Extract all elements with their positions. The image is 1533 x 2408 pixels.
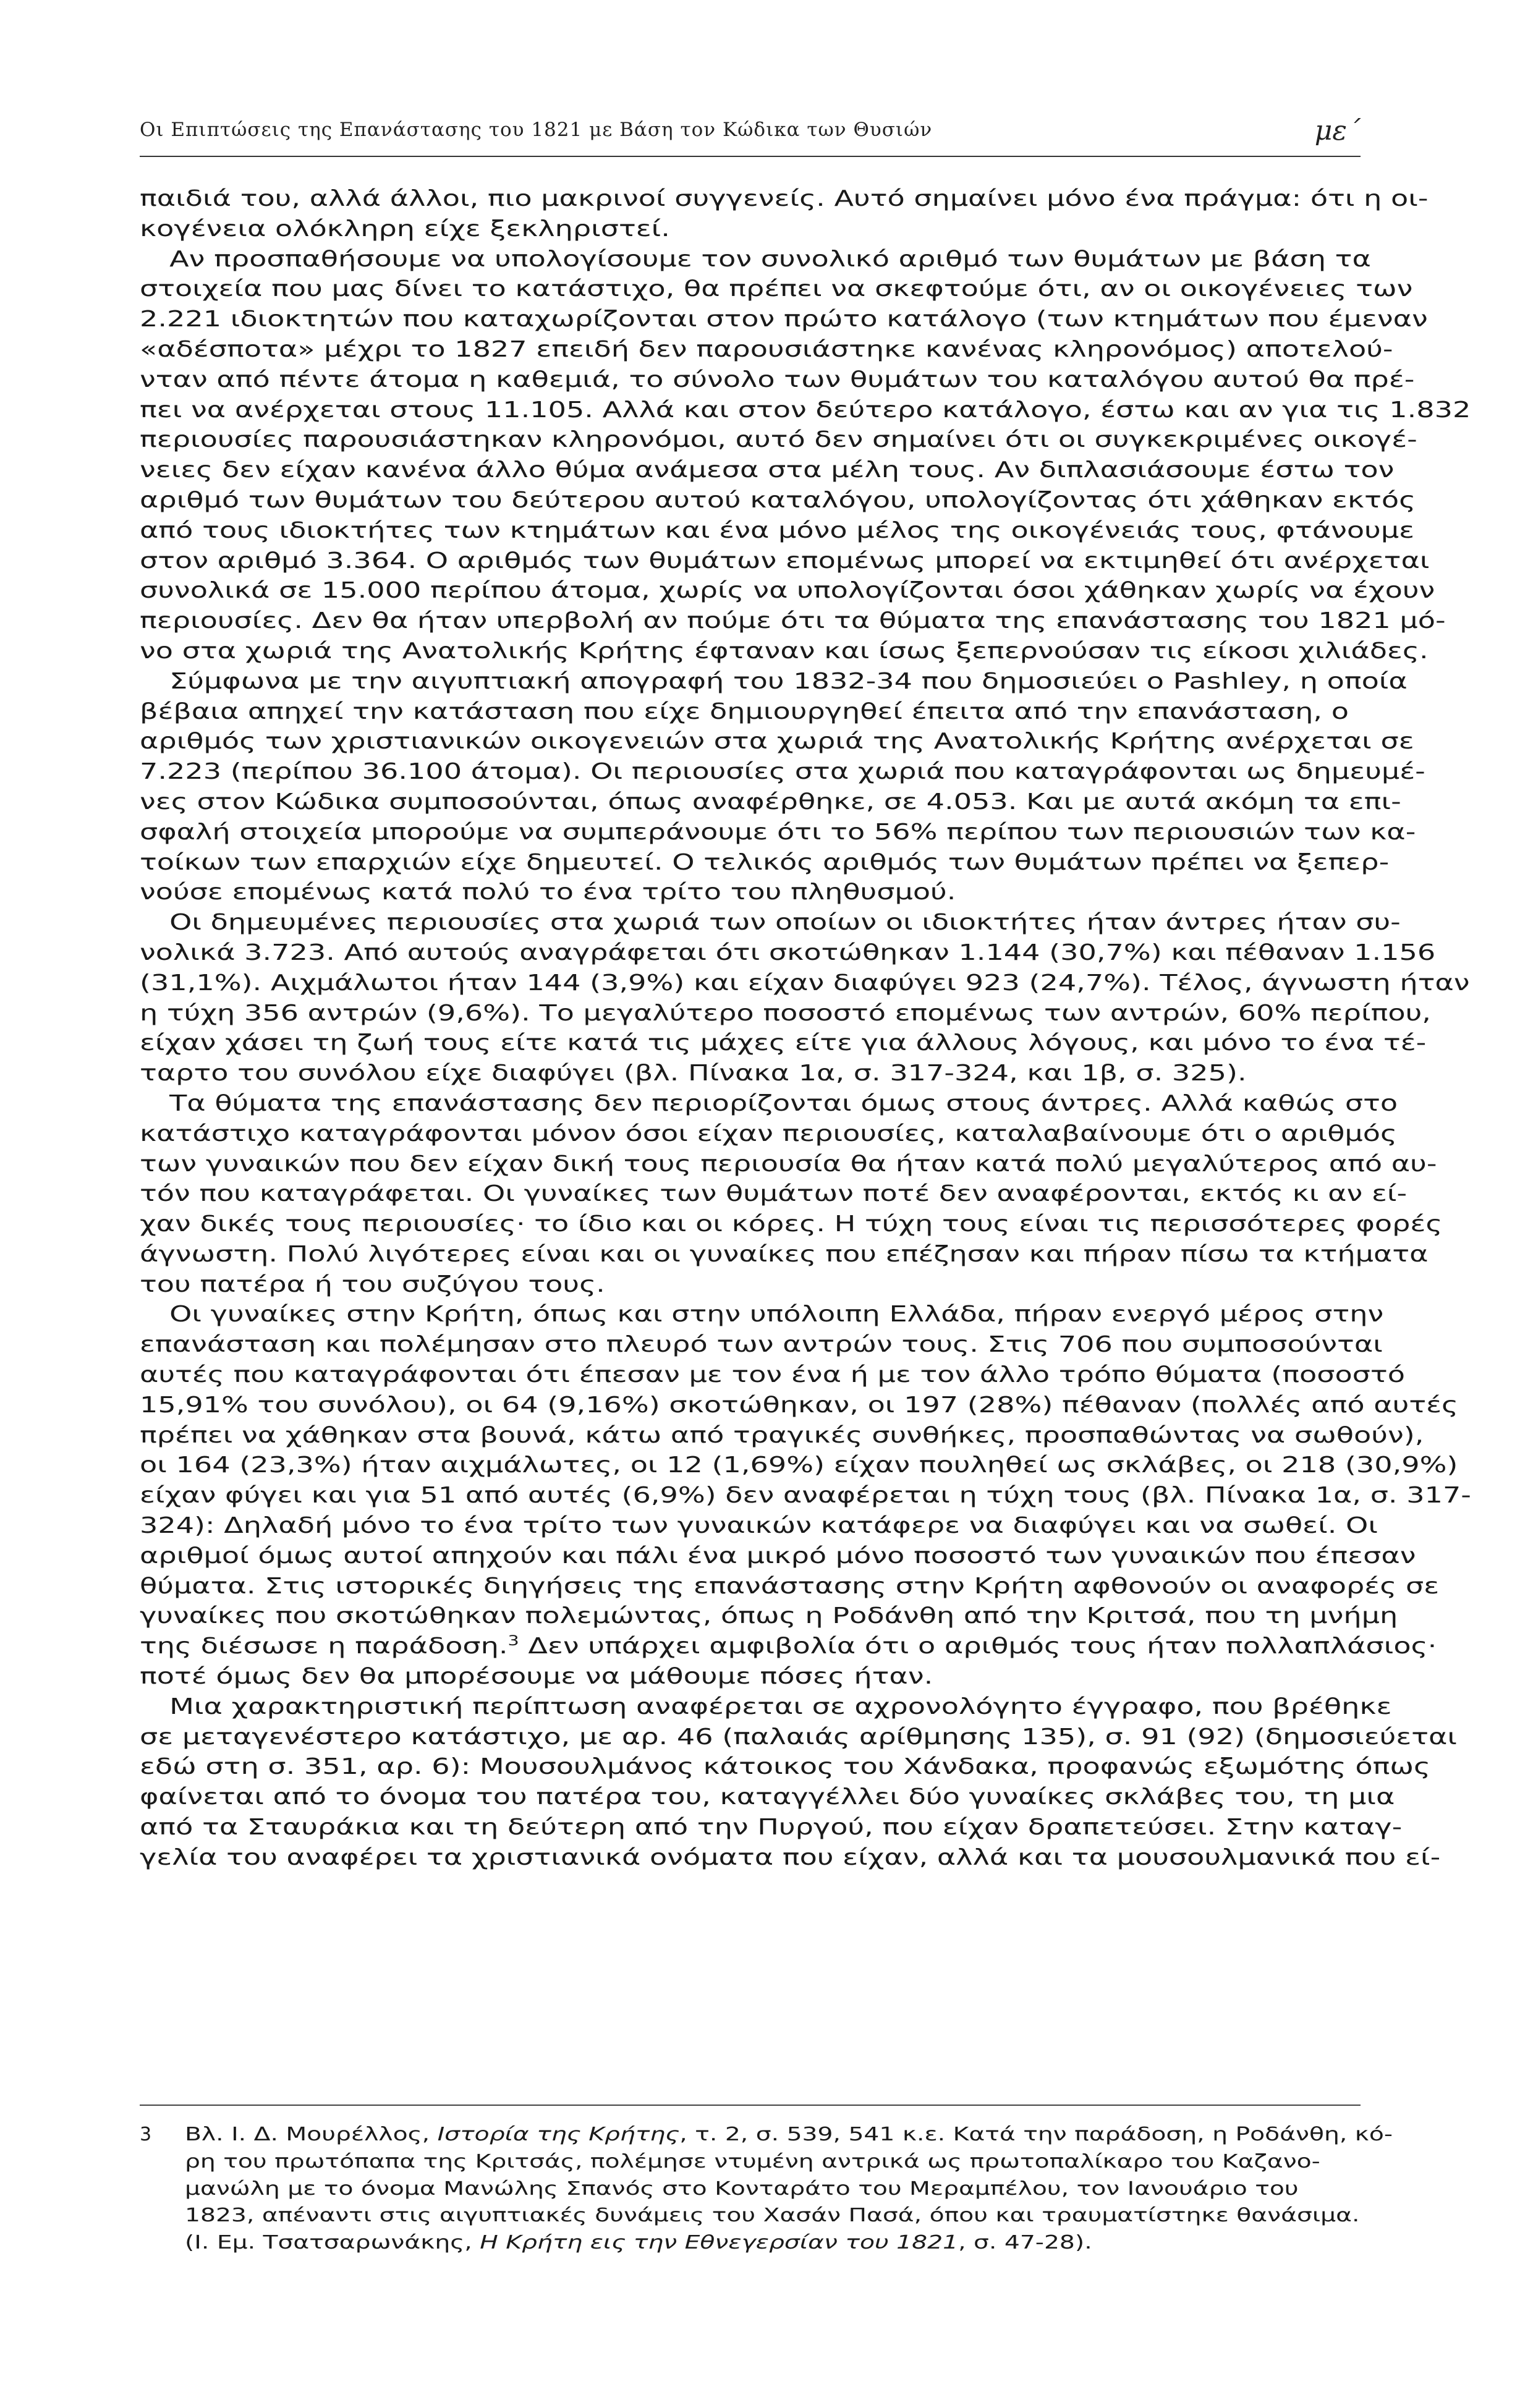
text-line-content: γυναίκες που σκοτώθηκαν πολεμώντας, όπως η Ροδάνθη από την Κριτσά, που τη μνήμη	[140, 1603, 1398, 1629]
text-line-content: αριθμό των θυμάτων του δεύτερου αυτού καταλόγου, υπολογίζοντας ότι χάθηκαν εκτός	[140, 487, 1416, 513]
text-line-continuation: Δεν υπάρχει αμφιβολία ότι ο αριθμός τους ήταν πολλαπλάσιος·	[519, 1634, 1437, 1660]
text-line-content: νειες δεν είχαν κανένα άλλο θύμα ανάμεσα στα μέλη τους. Αν διπλασιάσουμε έστω τον	[140, 457, 1395, 483]
text-line-content: συνολικά σε 15.000 περίπου άτομα, χωρίς να υπολογίζονται όσοι χάθηκαν χωρίς να έχουν	[140, 578, 1435, 604]
text-line-content: αυτές που καταγράφονται ότι έπεσαν με τον ένα ή με τον άλλο τρόπο θύματα (ποσοστό	[140, 1362, 1405, 1388]
text-line-content: νταν από πέντε άτομα η καθεμιά, το σύνολο των θυμάτων του καταλόγου αυτού θα πρέ-	[140, 367, 1415, 392]
text-line	[140, 727, 1414, 757]
text-line	[140, 1330, 1383, 1360]
text-line-content: 324): Δηλαδή μόνο το ένα τρίτο των γυναικών κατάφερε να διαφύγει και να σωθεί. Οι	[140, 1513, 1378, 1539]
text-line	[140, 305, 1428, 335]
text-line-content: σφαλή στοιχεία μπορούμε να συμπεράνουμε ότι το 56% περίπου των περιουσιών των κα-	[140, 819, 1416, 845]
text-line	[140, 1783, 1395, 1813]
text-line-content: είχαν χάσει τη ζωή τους είτε κατά τις μάχες είτε για άλλους λόγους, και μόνο το ένα τέ-	[140, 1030, 1427, 1056]
text-line	[140, 1752, 1431, 1783]
text-line-content: Τα θύματα της επανάστασης δεν περιορίζονται όμως στους άντρες. Αλλά καθώς στο	[169, 1090, 1398, 1116]
text-line-content: «αδέσποτα» μέχρι το 1827 επειδή δεν παρουσιάστηκε κανένας κληρονόμος) αποτελού-	[140, 336, 1393, 362]
text-line	[140, 1270, 1361, 1300]
text-line	[140, 1391, 1459, 1421]
text-line	[140, 969, 1470, 999]
text-line	[140, 425, 1417, 456]
text-line	[140, 546, 1430, 577]
footnote-body	[185, 2121, 1393, 2257]
footnote-line	[185, 2202, 1360, 2229]
text-line-content: νο στα χωριά της Ανατολικής Κρήτης έφταναν και ίσως ξεπερνούσαν τις είκοσι χιλιάδες.	[140, 638, 1429, 664]
text-line-content: σε μεταγενέστερο κατάστιχο, με αρ. 46 (παλαιάς αρίθμησης 135), σ. 91 (92) (δημοσιεύεται	[140, 1724, 1458, 1750]
text-line	[140, 1843, 1441, 1873]
text-line	[140, 1089, 1398, 1119]
text-line-content: πει να ανέρχεται στους 11.105. Αλλά και στον δεύτερο κατάλογο, έστω και αν για τις 1.832	[140, 397, 1471, 423]
text-line	[140, 787, 1401, 818]
text-line-content: νούσε επομένως κατά πολύ το ένα τρίτο του πληθυσμού.	[140, 880, 956, 905]
footnote-marker: 3	[140, 2124, 152, 2145]
text-line	[140, 1421, 1424, 1451]
text-line-content: περιουσίες. Δεν θα ήταν υπερβολή αν πούμε ότι τα θύματα της επανάστασης του 1821 μό-	[140, 608, 1446, 634]
footnote-text: μανώλη με το όνομα Μανώλης Σπανός στο Κονταράτο του Μεραμπέλου, τον Ιανουάριο του	[185, 2177, 1299, 2200]
text-line-content: είχαν φύγει και για 51 από αυτές (6,9%) δεν αναφέρεται η τύχη τους (βλ. Πίνακα 1α, σ. 317-	[140, 1483, 1471, 1509]
text-line	[140, 396, 1471, 426]
text-line-content: η τύχη 356 αντρών (9,6%). Το μεγαλύτερο ποσοστό επομένως των αντρών, 60% περίπου,	[140, 1000, 1431, 1026]
footnote-text: , τ. 2, σ. 539, 541 κ.ε. Κατά την παράδοση, η Ροδάνθη, κό-	[679, 2124, 1393, 2145]
text-line-content: εδώ στη σ. 351, αρ. 6): Μουσουλμάνος κάτοικος του Χάνδακα, προφανώς εξωμότης όπως	[140, 1754, 1431, 1780]
text-line	[140, 938, 1436, 969]
text-line	[140, 1813, 1403, 1843]
text-line-content: Σύμφωνα με την αιγυπτιακή απογραφή του 1832-34 που δημοσιεύει ο Pashley, η οποία	[169, 668, 1408, 694]
text-line	[140, 1028, 1427, 1059]
text-line-content: νες στον Κώδικα συμποσούνται, όπως αναφέρθηκε, σε 4.053. Και με αυτά ακόμη τα επι-	[140, 789, 1401, 815]
text-line-content: του πατέρα ή του συζύγου τους.	[140, 1271, 605, 1297]
footnote-text: Βλ. Ι. Δ. Μουρέλλος,	[185, 2124, 438, 2145]
text-line	[140, 848, 1390, 878]
text-line-content: τόν που καταγράφεται. Οι γυναίκες των θυμάτων ποτέ δεν αναφέρονται, εκτός κι αν εί-	[140, 1181, 1408, 1207]
footnote-book-title: Ιστορία της Κρήτης	[437, 2124, 680, 2145]
text-line	[140, 1150, 1437, 1180]
text-line	[140, 1179, 1408, 1210]
footnote-line	[185, 2148, 1330, 2176]
text-line-content: 7.223 (περίπου 36.100 άτομα). Οι περιουσίες στα χωριά που καταγράφονται ως δημευμέ-	[140, 759, 1425, 785]
text-line-content: κογένεια ολόκληρη είχε ξεκληριστεί.	[140, 216, 670, 242]
text-line	[140, 245, 1371, 275]
text-line-content: κατάστιχο καταγράφονται μόνον όσοι είχαν περιουσίες, καταλαβαίνουμε ότι ο αριθμός	[140, 1121, 1398, 1147]
text-line	[140, 516, 1415, 546]
text-line-content: στοιχεία που μας δίνει το κατάστιχο, θα πρέπει να σκεφτούμε ότι, αν οι οικογένειες των	[140, 276, 1413, 302]
text-line	[140, 365, 1415, 396]
text-line	[140, 1662, 1361, 1692]
page-number: με΄	[1314, 115, 1361, 146]
text-line	[140, 1601, 1398, 1632]
text-line	[140, 1632, 1437, 1662]
text-line	[140, 1300, 1384, 1330]
text-line	[140, 1481, 1471, 1511]
text-line	[140, 1572, 1440, 1602]
text-line	[140, 999, 1431, 1029]
text-line	[140, 1240, 1429, 1270]
text-line-content: αριθμοί όμως αυτοί απηχούν και πάλι ένα μικρό μόνο ποσοστό των γυναικών που έπεσαν	[140, 1543, 1416, 1569]
text-line	[140, 1059, 1361, 1089]
text-line	[140, 757, 1425, 787]
footnote-line	[185, 2176, 1330, 2203]
text-line-content: Αν προσπαθήσουμε να υπολογίσουμε τον συνολικό αριθμό των θυμάτων με βάση τα	[169, 246, 1371, 272]
text-line	[140, 1360, 1405, 1391]
text-line-content: από τους ιδιοκτήτες των κτημάτων και ένα μόνο μέλος της οικογένειάς τους, φτάνουμε	[140, 517, 1415, 543]
text-line	[140, 818, 1416, 848]
header-rule	[140, 156, 1361, 157]
text-line	[140, 576, 1435, 606]
text-line-content: Οι γυναίκες στην Κρήτη, όπως και στην υπόλοιπη Ελλάδα, πήραν ενεργό μέρος στην	[169, 1302, 1384, 1328]
text-line	[140, 1451, 1458, 1481]
text-line	[140, 1511, 1378, 1541]
text-line-content: περιουσίες παρουσιάστηκαν κληρονόμοι, αυτό δεν σημαίνει ότι οι συγκεκριμένες οικογέ-	[140, 427, 1417, 453]
text-line	[140, 1541, 1416, 1572]
text-line-content: οι 164 (23,3%) ήταν αιχμάλωτες, οι 12 (1,69%) είχαν πουληθεί ως σκλάβες, οι 218 (30,9%)	[140, 1452, 1458, 1478]
text-line	[140, 697, 1361, 727]
text-line-content: επανάσταση και πολέμησαν στο πλευρό των αντρών τους. Στις 706 που συμποσούνται	[140, 1332, 1383, 1358]
running-title: Οι Επιπτώσεις της Επανάστασης του 1821 με Βάση τον Κώδικα των Θυσιών	[140, 119, 933, 141]
text-line-content: νολικά 3.723. Από αυτούς αναγράφεται ότι σκοτώθηκαν 1.144 (30,7%) και πέθαναν 1.156	[140, 939, 1436, 965]
footnote-text: 1823, απέναντι στις αιγυπτιακές δυνάμεις του Χασάν Πασά, όπου και τραυματίστηκε θανάσιμα.	[185, 2205, 1360, 2227]
text-line	[140, 606, 1446, 637]
text-line	[140, 1210, 1443, 1240]
text-line-content: θύματα. Στις ιστορικές διηγήσεις της επανάστασης στην Κρήτη αφθονούν οι αναφορές σε	[140, 1573, 1440, 1599]
text-line	[140, 1723, 1458, 1753]
text-line-content: στον αριθμό 3.364. Ο αριθμός των θυμάτων επομένως μπορεί να εκτιμηθεί ότι ανέρχεται	[140, 548, 1430, 574]
text-line-content: παιδιά του, αλλά άλλοι, πιο μακρινοί συγγενείς. Αυτό σημαίνει μόνο ένα πράγμα: ότι η οι-	[140, 186, 1429, 211]
footnote-rule	[140, 2105, 1361, 2106]
text-line	[140, 878, 1361, 908]
text-line-content: τοίκων των επαρχιών είχε δημευτεί. Ο τελικός αριθμός των θυμάτων πρέπει να ξεπερ-	[140, 849, 1390, 875]
text-line-content: γελία του αναφέρει τα χριστιανικά ονόματα που είχαν, αλλά και τα μουσουλμανικά που εί-	[140, 1844, 1441, 1870]
text-line-content: πρέπει να χάθηκαν στα βουνά, κάτω από τραγικές συνθήκες, προσπαθώντας να σωθούν),	[140, 1422, 1424, 1448]
text-line-content: των γυναικών που δεν είχαν δική τους περιουσία θα ήταν κατά πολύ μεγαλύτερος από αυ-	[140, 1151, 1437, 1177]
text-line-content: Οι δημευμένες περιουσίες στα χωριά των οποίων οι ιδιοκτήτες ήταν άντρες ήταν συ-	[169, 910, 1401, 936]
footnote-book-title: Η Κρήτη εις την Εθνεγερσίαν του 1821	[480, 2232, 959, 2254]
text-line-content: Μια χαρακτηριστική περίπτωση αναφέρεται σε αχρονολόγητο έγγραφο, που βρέθηκε	[169, 1694, 1392, 1719]
running-header	[140, 115, 1361, 155]
text-line	[140, 908, 1401, 938]
text-line-content: χαν δικές τους περιουσίες· το ίδιο και οι κόρες. Η τύχη τους είναι τις περισσότερες φορές	[140, 1211, 1443, 1237]
text-line-content: ποτέ όμως δεν θα μπορέσουμε να μάθουμε πόσες ήταν.	[140, 1664, 933, 1690]
text-line-content: αριθμός των χριστιανικών οικογενειών στα χωριά της Ανατολικής Κρήτης ανέρχεται σε	[140, 729, 1414, 755]
text-line	[140, 667, 1408, 697]
footnote-line	[185, 2121, 1393, 2148]
footnote-reference[interactable]: 3	[507, 1634, 519, 1650]
body-text	[140, 184, 1471, 1873]
text-line-content: της διέσωσε η παράδοση.	[140, 1634, 508, 1660]
text-line	[140, 335, 1393, 365]
text-line	[140, 184, 1429, 214]
text-line	[140, 1119, 1398, 1150]
text-line	[140, 637, 1429, 667]
text-line-content: ταρτο του συνόλου είχε διαφύγει (βλ. Πίνακα 1α, σ. 317-324, και 1β, σ. 325).	[140, 1061, 1247, 1087]
text-line-content: φαίνεται από το όνομα του πατέρα του, καταγγέλλει δύο γυναίκες σκλάβες του, τη μια	[140, 1784, 1395, 1810]
text-line-content: 15,91% του συνόλου), οι 64 (9,16%) σκοτώθηκαν, οι 197 (28%) πέθαναν (πολλές από αυτές	[140, 1392, 1459, 1418]
text-line-content: από τα Σταυράκια και τη δεύτερη από την Πυργού, που είχαν δραπετεύσει. Στην καταγ-	[140, 1815, 1403, 1841]
footnote-line	[185, 2229, 1330, 2257]
footnote-text: ρη του πρωτόπαπα της Κριτσάς, πολέμησε ντυμένη αντρικά ως πρωτοπαλίκαρο του Καζανο-	[185, 2150, 1320, 2173]
text-line-content: 2.221 ιδιοκτητών που καταχωρίζονται στον πρώτο κατάλογο (των κτημάτων που έμεναν	[140, 307, 1428, 333]
text-line	[140, 1692, 1392, 1723]
text-line	[140, 274, 1413, 305]
text-line	[140, 214, 1361, 245]
footnote-text: , σ. 47-28).	[958, 2232, 1092, 2254]
footnote-text: (Ι. Εμ. Τσατσαρωνάκης,	[185, 2232, 480, 2254]
text-line-content: άγνωστη. Πολύ λιγότερες είναι και οι γυναίκες που επέζησαν και πήραν πίσω τα κτήματα	[140, 1241, 1429, 1267]
text-line-content: (31,1%). Αιχμάλωτοι ήταν 144 (3,9%) και είχαν διαφύγει 923 (24,7%). Τέλος, άγνωστη ήταν	[140, 970, 1470, 996]
text-line-content: βέβαια απηχεί την κατάσταση που είχε δημιουργηθεί έπειτα από την επανάσταση, ο	[140, 698, 1349, 724]
text-line	[140, 456, 1395, 486]
text-line	[140, 486, 1416, 516]
